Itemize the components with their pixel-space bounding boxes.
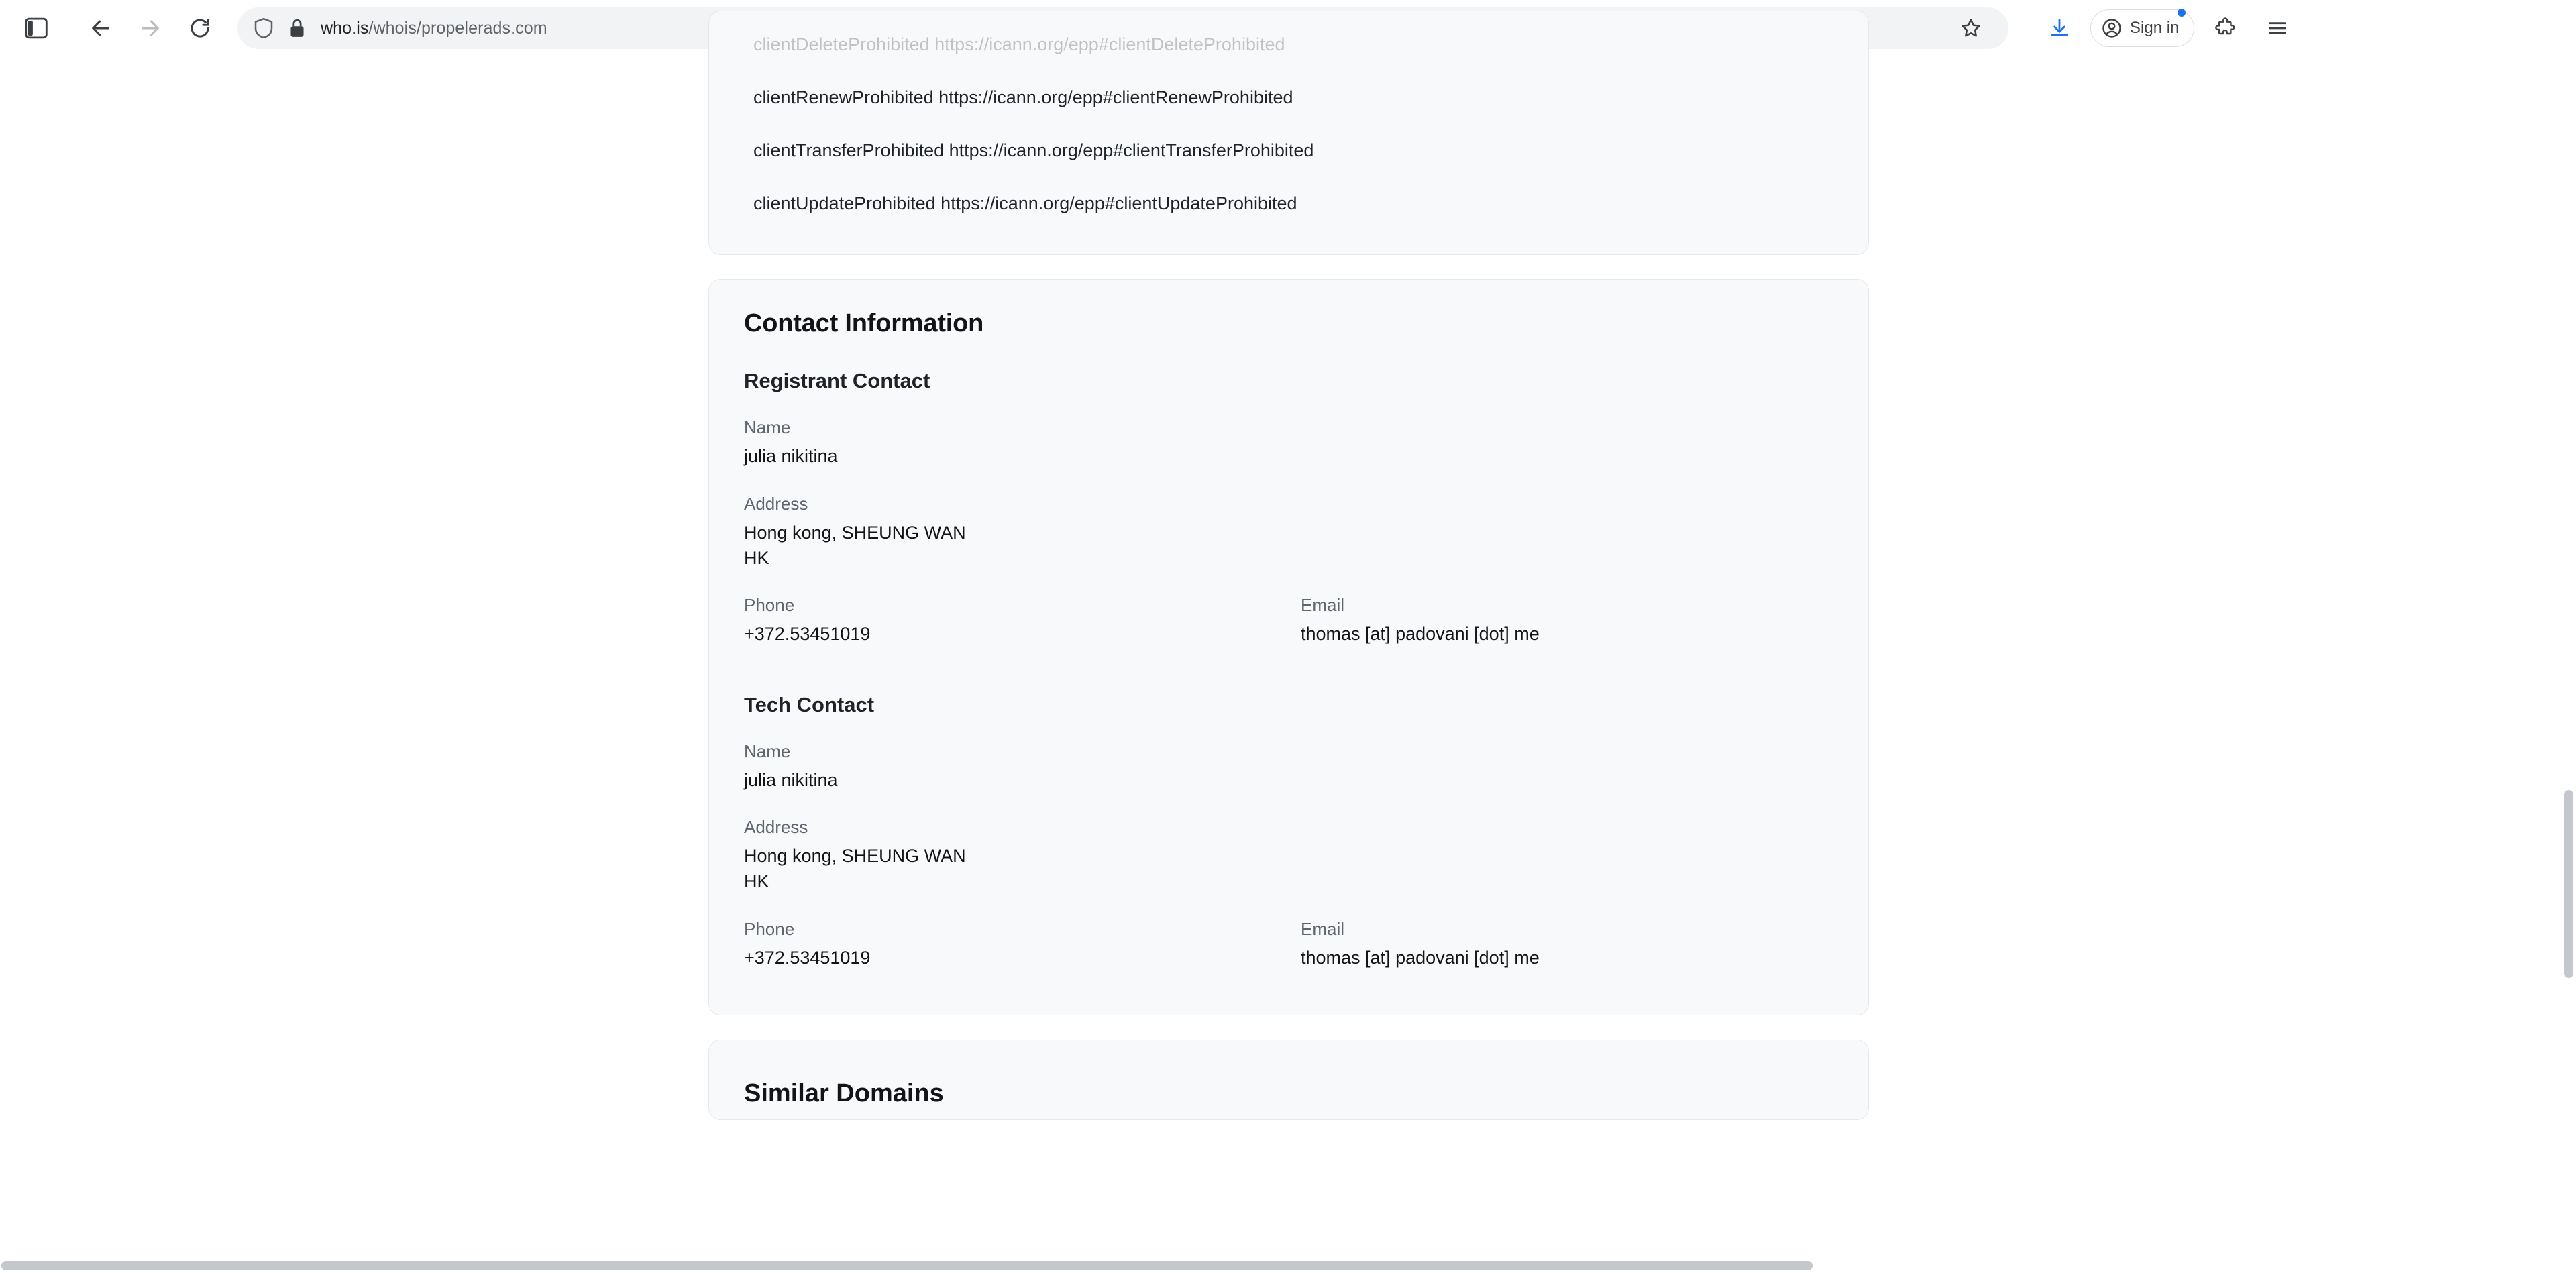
registrant-phone-block bbox=[744, 571, 1301, 647]
domain-status-card bbox=[708, 11, 1869, 255]
tech-phone-label: Phone bbox=[744, 918, 795, 939]
url-host: who.is bbox=[321, 18, 369, 38]
sign-in-label: Sign in bbox=[2130, 19, 2180, 37]
registrant-phone-email-row bbox=[744, 571, 1833, 649]
page-viewport bbox=[0, 34, 2576, 1249]
registrant-contact-heading: Registrant Contact bbox=[744, 369, 930, 393]
registrant-contact-section bbox=[744, 343, 1833, 649]
registrant-phone-value: +372.53451019 bbox=[744, 624, 871, 645]
registrant-name-value: julia nikitina bbox=[744, 446, 838, 467]
horizontal-scrollbar[interactable] bbox=[0, 1258, 2576, 1273]
tech-name-value: julia nikitina bbox=[744, 769, 838, 790]
url-path: /whois/propelerads.com bbox=[368, 18, 547, 38]
tech-contact-section bbox=[744, 667, 1833, 973]
status-line: clientRenewProhibited https://icann.org/epp#clientRenewProhibited bbox=[753, 87, 1293, 108]
horizontal-scrollbar-thumb[interactable] bbox=[1, 1261, 1813, 1270]
status-line: clientUpdateProhibited https://icann.org/epp#clientUpdateProhibited bbox=[753, 193, 1297, 214]
registrant-email-value: thomas [at] padovani [dot] me bbox=[1301, 624, 1540, 645]
registrant-address-label: Address bbox=[744, 493, 808, 514]
content-column bbox=[708, 11, 1869, 1120]
registrant-address-line2: HK bbox=[744, 548, 769, 569]
tech-email-block bbox=[1301, 895, 1858, 971]
tech-address-label: Address bbox=[744, 817, 808, 838]
tech-address-line2: HK bbox=[744, 871, 769, 892]
tech-phone-email-row bbox=[744, 895, 1833, 973]
tech-phone-value: +372.53451019 bbox=[744, 947, 871, 968]
tech-contact-heading: Tech Contact bbox=[744, 692, 875, 716]
contact-information-title: Contact Information bbox=[744, 309, 984, 338]
vertical-scrollbar[interactable] bbox=[2561, 113, 2576, 1273]
registrant-phone-label: Phone bbox=[744, 595, 795, 616]
vertical-scrollbar-thumb[interactable] bbox=[2564, 790, 2573, 978]
registrant-name-label: Name bbox=[744, 417, 791, 438]
contact-information-card bbox=[708, 279, 1869, 1015]
registrant-address-line1: Hong kong, SHEUNG WAN bbox=[744, 522, 966, 543]
similar-domains-card bbox=[708, 1040, 1869, 1120]
status-line: clientDeleteProhibited https://icann.org/epp#clientDeleteProhibited bbox=[753, 34, 1285, 54]
similar-domains-title: Similar Domains bbox=[744, 1079, 944, 1107]
tech-email-label: Email bbox=[1301, 918, 1345, 939]
tech-email-value: thomas [at] padovani [dot] me bbox=[1301, 947, 1540, 968]
tech-name-label: Name bbox=[744, 740, 791, 761]
registrant-email-label: Email bbox=[1301, 595, 1345, 616]
tech-phone-block bbox=[744, 895, 1301, 971]
page-content bbox=[0, 11, 2561, 1144]
tech-address-line1: Hong kong, SHEUNG WAN bbox=[744, 846, 966, 867]
registrant-email-block bbox=[1301, 571, 1858, 647]
status-line: clientTransferProhibited https://icann.org/epp#clientTransferProhibited bbox=[753, 140, 1314, 161]
